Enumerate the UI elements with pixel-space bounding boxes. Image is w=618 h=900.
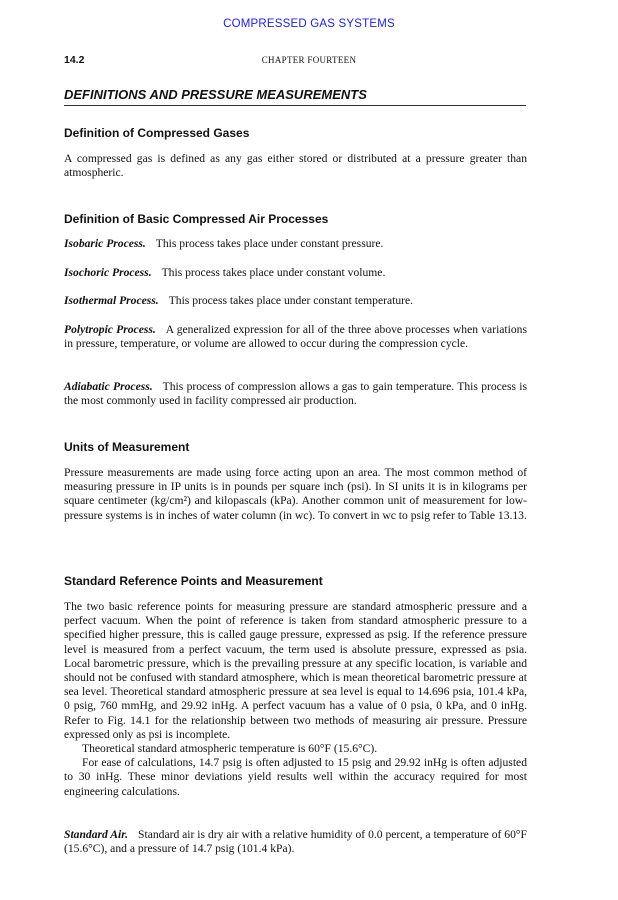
- processes-heading: Definition of Basic Compressed Air Processes: [64, 212, 329, 226]
- isochoric-paragraph: [64, 266, 527, 280]
- units-heading: Units of Measurement: [64, 440, 190, 454]
- section-heading: DEFINITIONS AND PRESSURE MEASUREMENTS: [64, 87, 526, 106]
- compressed-gases-body: A compressed gas is defined as any gas either stored or distributed at a pressure greater than atmospheric.: [64, 152, 527, 180]
- running-head: COMPRESSED GAS SYSTEMS: [223, 18, 395, 30]
- isobaric-text: This process takes place under constant pressure.: [155, 237, 384, 250]
- reference-points-para2: Theoretical standard atmospheric temperature is 60°F (15.6°C).: [82, 742, 378, 756]
- reference-points-para3: For ease of calculations, 14.7 psig is often adjusted to 15 psig and 29.92 inHg is often adjusted to 30 inHg. These minor deviations yield results well within the accuracy required for most engineering calculations.: [64, 756, 527, 798]
- reference-points-heading: Standard Reference Points and Measurement: [64, 574, 323, 588]
- polytropic-term: Polytropic Process.: [64, 323, 156, 336]
- units-body: Pressure measurements are made using force acting upon an area. The most common method of measuring pressure in IP units is in pounds per square inch (psi). In SI units it is in kilograms per square centimeter (kg/cm²) and kilopascals (kPa). Another common unit of measurement for low-pressure systems is in inches of water column (in wc). To convert in wc to psig refer to Table 13.13.: [64, 466, 527, 522]
- reference-points-para1: The two basic reference points for measuring pressure are standard atmospheric pressure and a perfect vacuum. When the point of reference is taken from standard atmospheric pressure to a specified higher pressure, this is called gauge pressure, expressed as psig. If the reference pressure level is measured from a perfect vacuum, the term used is absolute pressure, expressed as psia. Local barometric pressure, which is the prevailing pressure at any specific location, is variable and should not be confused with standard atmosphere, which is mean theoretical barometric pressure at sea level. Theoretical standard atmospheric pressure at sea level is equal to 14.696 psia, 101.4 kPa, 0 psig, 760 mmHg, and 29.92 inHg. A perfect vacuum has a value of 0 psia, 0 kPa, and 0 inHg. Refer to Fig. 14.1 for the relationship between two methods of measuring air pressure. Pressure expressed only as psi is incomplete.: [64, 600, 527, 741]
- compressed-gases-heading: Definition of Compressed Gases: [64, 126, 250, 140]
- isobaric-term: Isobaric Process.: [64, 237, 146, 250]
- standard-air-paragraph: [64, 828, 527, 856]
- isothermal-term: Isothermal Process.: [64, 294, 159, 307]
- isothermal-paragraph: [64, 294, 527, 308]
- polytropic-paragraph: [64, 323, 527, 351]
- chapter-title: CHAPTER FOURTEEN: [261, 55, 357, 65]
- adiabatic-text: This process of compression allows a gas to gain temperature. This process is the most commonly used in facility compressed air production.: [64, 380, 528, 408]
- page-number: 14.2: [64, 54, 85, 66]
- adiabatic-paragraph: [64, 380, 527, 408]
- polytropic-text: A generalized expression for all of the three above processes when variations in pressure, temperature, or volume are allowed to occur during the compression cycle.: [64, 323, 527, 351]
- standard-air-term: Standard Air.: [64, 828, 129, 841]
- adiabatic-term: Adiabatic Process.: [64, 380, 153, 393]
- isothermal-text: This process takes place under constant temperature.: [168, 294, 414, 307]
- reference-points-body: [64, 600, 527, 799]
- isochoric-term: Isochoric Process.: [64, 266, 152, 279]
- standard-air-text: Standard air is dry air with a relative humidity of 0.0 percent, a temperature of 60°F (15.6°C), and a pressure of 14.7 psig (101.4 kPa).: [64, 828, 527, 856]
- isobaric-paragraph: [64, 237, 527, 251]
- isochoric-text: This process takes place under constant volume.: [161, 266, 386, 279]
